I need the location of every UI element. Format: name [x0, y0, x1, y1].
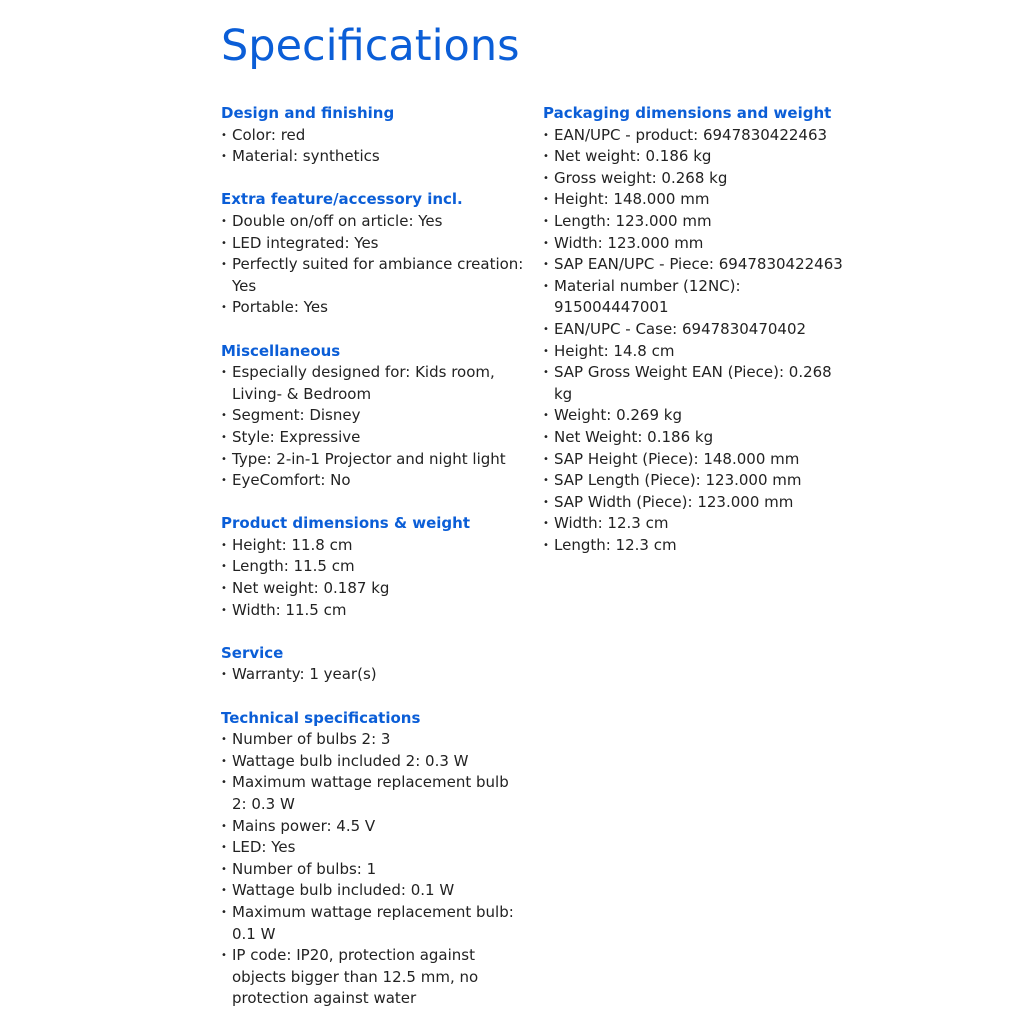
spec-item: • IP code: IP20, protection against objects bigger than 12.5 mm, no protection against water — [221, 945, 526, 1010]
spec-section — [221, 643, 526, 686]
spec-list — [221, 535, 526, 621]
spec-item: • Especially designed for: Kids room, Living- & Bedroom — [221, 362, 526, 405]
spec-item: • Style: Expressive — [221, 427, 526, 449]
spec-item: • Segment: Disney — [221, 405, 526, 427]
page-title: Specifications — [221, 21, 520, 71]
right-spec-column — [543, 103, 853, 578]
spec-item: • Length: 12.3 cm — [543, 535, 853, 557]
spec-item: • EAN/UPC - Case: 6947830470402 — [543, 319, 853, 341]
section-title: Product dimensions & weight — [221, 514, 471, 533]
spec-item: • Maximum wattage replacement bulb 2: 0.3 W — [221, 772, 526, 815]
spec-item: • SAP Height (Piece): 148.000 mm — [543, 449, 853, 471]
spec-item: • SAP Length (Piece): 123.000 mm — [543, 470, 853, 492]
spec-section — [221, 708, 526, 1010]
spec-section — [221, 103, 526, 168]
spec-list — [221, 125, 526, 168]
section-title: Service — [221, 643, 284, 662]
left-spec-column — [221, 103, 526, 1032]
spec-item: • Number of bulbs: 1 — [221, 859, 526, 881]
spec-list — [221, 211, 526, 319]
spec-item: • Color: red — [221, 125, 526, 147]
spec-item: • Net Weight: 0.186 kg — [543, 427, 853, 449]
spec-item: • Height: 14.8 cm — [543, 341, 853, 363]
spec-list — [221, 729, 526, 1010]
spec-item: • Length: 123.000 mm — [543, 211, 853, 233]
spec-item: • Portable: Yes — [221, 297, 526, 319]
spec-list — [221, 362, 526, 492]
spec-item: • Height: 11.8 cm — [221, 535, 526, 557]
spec-item: • Gross weight: 0.268 kg — [543, 168, 853, 190]
spec-item: • Width: 12.3 cm — [543, 513, 853, 535]
spec-section — [221, 341, 526, 492]
spec-item: • Material: synthetics — [221, 146, 526, 168]
spec-item: • Mains power: 4.5 V — [221, 816, 526, 838]
spec-item: • Number of bulbs 2: 3 — [221, 729, 526, 751]
spec-section — [221, 189, 526, 319]
spec-item: • Warranty: 1 year(s) — [221, 664, 526, 686]
spec-item: • LED: Yes — [221, 837, 526, 859]
section-title: Extra feature/accessory incl. — [221, 190, 463, 209]
spec-item: • Length: 11.5 cm — [221, 556, 526, 578]
section-title: Miscellaneous — [221, 341, 341, 360]
section-title: Packaging dimensions and weight — [543, 104, 832, 122]
spec-list — [543, 125, 853, 557]
spec-item: • Material number (12NC): 915004447001 — [543, 276, 853, 319]
spec-item: • EAN/UPC - product: 6947830422463 — [543, 125, 853, 147]
spec-item: • Width: 123.000 mm — [543, 233, 853, 255]
spec-item: • Net weight: 0.186 kg — [543, 146, 853, 168]
spec-item: • Type: 2-in-1 Projector and night light — [221, 449, 526, 471]
spec-item: • Maximum wattage replacement bulb: 0.1 W — [221, 902, 526, 945]
spec-item: • SAP Width (Piece): 123.000 mm — [543, 492, 853, 514]
spec-item: • Wattage bulb included 2: 0.3 W — [221, 751, 526, 773]
spec-section — [221, 513, 526, 621]
spec-item: • Net weight: 0.187 kg — [221, 578, 526, 600]
spec-item: • EyeComfort: No — [221, 470, 526, 492]
spec-item: • SAP EAN/UPC - Piece: 6947830422463 — [543, 254, 853, 276]
section-title: Design and finishing — [221, 104, 395, 122]
spec-section — [543, 103, 853, 556]
spec-list — [221, 664, 526, 686]
spec-item: • Wattage bulb included: 0.1 W — [221, 880, 526, 902]
spec-item: • Height: 148.000 mm — [543, 189, 853, 211]
spec-item: • SAP Gross Weight EAN (Piece): 0.268 kg — [543, 362, 853, 405]
spec-item: • Weight: 0.269 kg — [543, 405, 853, 427]
spec-item: • Width: 11.5 cm — [221, 600, 526, 622]
spec-item: • LED integrated: Yes — [221, 233, 526, 255]
spec-item: • Perfectly suited for ambiance creation: Yes — [221, 254, 526, 297]
spec-item: • Double on/off on article: Yes — [221, 211, 526, 233]
section-title: Technical specifications — [221, 708, 421, 727]
